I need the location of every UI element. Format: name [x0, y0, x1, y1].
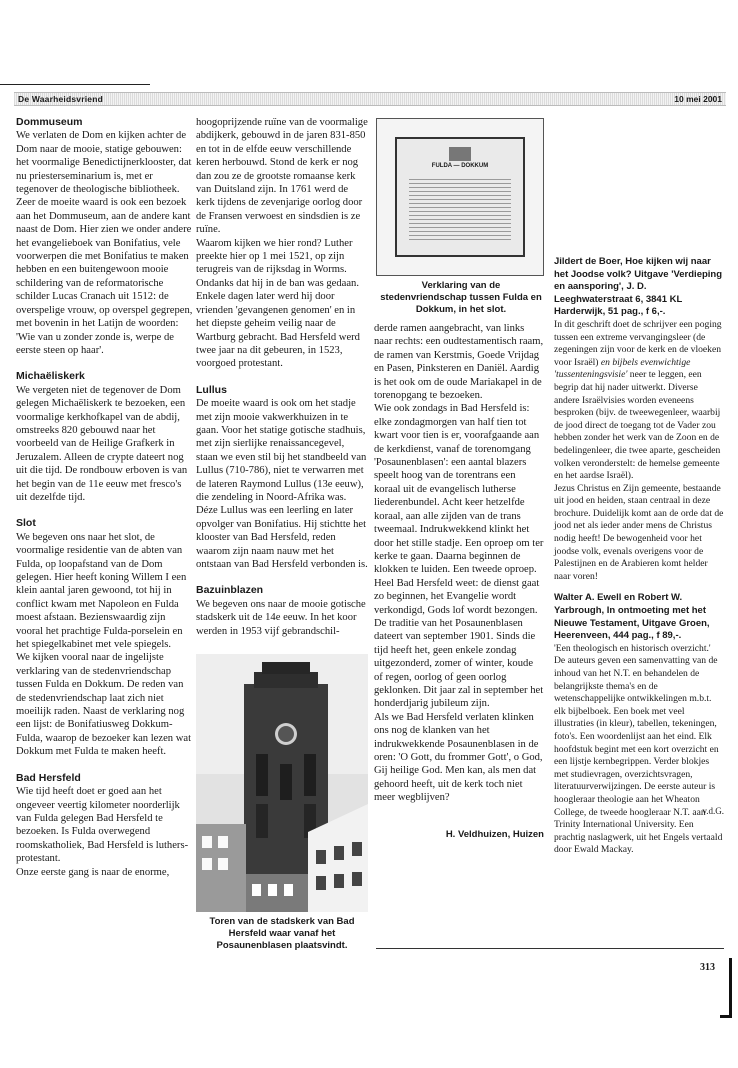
paragraph: We verlaten de Dom en kijken achter de Dom naar de mooie, statige gebouwen: het voormalige Benedictijnerklooster, dat nu priesterseminarium is, met er tegenover de theologische bibliotheek.	[16, 130, 192, 196]
declaration-frame	[395, 137, 525, 257]
masthead: De Waarheidsvriend	[18, 94, 104, 104]
heading-bad-hersfeld: Bad Hersfeld	[16, 771, 81, 784]
paragraph: 'Een theologisch en historisch overzicht.' De auteurs geven een samenvatting van de inhoud van het N.T. en behandelen de belangrijkste thema's en de wetenschappelijke ontwikkelingen m.b.t. elk bijbelboek. Een boek met veel illustraties (in kleur), tabellen, tekeningen, foto's. Een woordenlijst aan het eind. Elk hoofdstuk begint met een kort overzicht en een lijstje kernbegrippen. Verder blokjes met studievragen, overzichtsvragen, literatuurverwijzingen. De eerste auteur is hoogleraar theologie aan het Wheaton College, de tweede hoogleraar N.T. aan Trinity International University. Een prachtig naslagwerk, uit het Engels vertaald door Ewald Mackay.	[554, 642, 723, 856]
paragraph: We begeven ons naar het slot, de voormalige residentie van de abten van Fulda, op loopafstand van de Dom gelegen. Hier heeft koning Willem I een klein aantal jaren gewoond, tot hij in conflict kwam met Napoleon en Fulda moest afstaan. Bezienswaardig zijn vooral het prachtige Fulda-porselein en het spiegelkabinet met vele spiegels.	[16, 531, 187, 651]
paragraph: hoogoprijzende ruïne van de voormalige abdijkerk, gebouwd in de jaren 831-850 en tot in de elfde eeuw verschillende keren herbouwd. Stond de kerk er nog dan zou ze de grootste romaanse kerk van Duitsland zijn. In 1761 werd de kerk tijdens de zevenjarige oorlog door de Fransen verwoest en sindsdien is ze ruïne.	[196, 117, 368, 236]
paragraph: We vergeten niet de tegenover de Dom gelegen Michaëliskerk te bezoeken, een voormalige kerkhofkapel van de abdij, omstreeks 820 gebouwd naar het voorbeeld van de Heilige Grafkerk in Jeruzalem. Alleen de crypte dateert nog uit die tijd. De rondbouw erboven is van het begin van de 11e eeuw met fresco's uit dezelfde tijd.	[16, 384, 188, 503]
paragraph: Waarom kijken we hier rond? Luther preekte hier op 1 mei 1521, op zijn terugreis van de rijksdag in Worms. Ondanks dat hij in de ban was gedaan. Enkele dagen later werd hij door vrienden 'gevangenen genomen' en in het diepste geheim veilig naar de Wartburg gebracht. Bad Hersfeld werd twee jaar na dit gebeuren, in 1523, voorgoed protestant.	[196, 237, 360, 370]
page-header	[14, 92, 726, 106]
heading-bazuinblazen: Bazuinblazen	[196, 584, 264, 597]
paragraph: Zeer de moeite waard is ook een bezoek aan het Dommuseum, aan de andere kant naast de Dom. Hier zien we onder andere het evangelieboek van Bonifatius, vele voorwerpen die met Bonifatius te maken hebben en een buitengewoon mooie schildering van de reformatorische schilder Lucas Cranach uit 1512: de overspelige vrouw, op overspel gegrepen, met bovenin in het Latijn de woorden: 'Wie van u zonder zonde is, werpe de eerste steen op haar'.	[16, 197, 193, 356]
paragraph: Wie ook zondags in Bad Hersfeld is: elke zondagmorgen van half tien tot kwart voor tien is er, voorafgaande aan de kerkdienst, vanaf de torenomgang 'Posaunenblasen': een aantal blazers speelt hoog van de torentrans een koraal uit de evangelisch lutherse liederenbundel. Acht keer hetzelfde koraal, aan alle zijden van de trans tweemaal. Indrukwekkend klinkt het door het stille stadje. Een oproep om ter kerke te gaan. Daarna beginnen de klokken te luiden. Een tweede oproep. Heel Bad Hersfeld weet: de dienst gaat zo beginnen, het Evangelie wordt verkondigd, Gods lof wordt bezongen.	[374, 403, 544, 616]
seal-icon	[449, 147, 471, 161]
column-3	[374, 322, 544, 805]
paragraph: derde ramen aangebracht, van links naar rechts: een oudtestamentisch raam, de ramen van Kerstmis, Goede Vrijdag en Pasen, Pinksteren en Daniël. Aardig is het ook om de oude Mariakapel in de torenopgang te bezoeken.	[374, 323, 544, 402]
declaration-text-lines	[409, 179, 511, 241]
reviewer-initials: v.d.G.	[702, 806, 724, 816]
column-1	[16, 116, 194, 879]
paragraph: Als we Bad Hersfeld verlaten klinken ons nog de klanken van het indrukwekkende Posaunenblasen in de oren: 'O Gott, du frommer Gott', o God, Gij heilige God. Men kan, als men dat gehoord heeft, uit de kerk toch niet meer wegblijven?	[374, 711, 543, 804]
page-number: 313	[700, 962, 715, 973]
column-4-book-reviews	[554, 256, 724, 857]
top-rule	[0, 84, 150, 85]
heading-slot: Slot	[16, 517, 36, 530]
heading-dommuseum: Dommuseum	[16, 116, 83, 128]
paragraph: Jezus Christus en Zijn gemeente, bestaande uit jood en heiden, staan centraal in deze brochure. Duidelijk komt aan de orde dat de jood net als ieder ander mens de Christus nodig heeft! De bewogenheid voor het joodse volk, evenals overigens voor de Palestijnen en de Arabieren komt helder naar voren!	[554, 482, 724, 582]
author-signature: H. Veldhuizen, Huizen	[445, 829, 544, 840]
declaration-title: FULDA — DOKKUM	[431, 163, 489, 169]
paragraph: Onze eerste gang is naar de enorme,	[16, 866, 170, 878]
column-2	[196, 116, 368, 638]
bottom-rule	[376, 948, 724, 949]
book-review-title-1: Jildert de Boer, Hoe kijken wij naar het Joodse volk? Uitgave 'Verdieping en aansporing', J. D. Leeghwaterstraat 6, 3841 KL Harderwijk, 51 pag., f 6,-.	[554, 256, 723, 318]
caption-declaration: Verklaring van de stedenvriendschap tussen Fulda en Dokkum, in het slot.	[380, 280, 542, 315]
heading-lullus: Lullus	[196, 383, 227, 396]
corner-mark	[720, 958, 732, 1018]
paragraph: In dit geschrift doet de schrijver een poging tussen een extreme vervangingsleer (de zegeningen zijn voor de kerk en de vloeken voor Israël) en bijbels evenwichtige 'tussenteningsvisie' neer te leggen, een begrip dat hij nader uitwerkt. Diverse andere Israëlvisies worden eveneens besproken (bijv. de tweewegenleer, waarbij de jood direct de toegang tot de Vader zou hebben zonder het werk van de Zoon en de bedelingenleer, die twee aparte, gescheiden volken veronderstelt: de hemelse gemeente en het aardse Israël).	[554, 318, 722, 482]
caption-church: Toren van de stadskerk van Bad Hersfeld waar vanaf het Posaunenblasen plaatsvindt.	[209, 916, 355, 951]
paragraph: De traditie van het Posaunenblasen dateert van september 1901. Sinds die tijd heeft het, geen enkele zondag uitgezonderd, zomer of winter, koude of regen, oorlog of geen oorlog geklonken. Dit jaar zal in september het honderdjarig jubileum zijn.	[374, 617, 544, 710]
paragraph: We kijken vooral naar de ingelijste verklaring van de stedenvriendschap tussen Fulda en Dokkum. De reden van de stedenvriendschap laat zich niet moeilijk raden. Naast de verklaring nog een lijst: de Bonifatiusweg Dokkum-Fulda, waarop de bezoeker kan lezen wat Dokkum met Fulda te maken heeft.	[16, 652, 192, 758]
church-tower-illustration	[196, 654, 368, 912]
paragraph: Wie tijd heeft doet er goed aan het ongeveer veertig kilometer noorderlijk van Fulda gelegen Bad Hersfeld te bezoeken. Is Fulda overwegend roomskatholiek, Bad Hersfeld is luthers-protestant.	[16, 786, 189, 865]
paragraph: De moeite waard is ook om het stadje met zijn mooie vakwerkhuizen in te gaan. Voor het statige gotische stadhuis, met zijn sierlijke renaissancegevel, staan we even stil bij het standbeeld van Lullus (710-786), niet te verwarren met de lateren Raymond Lullus (13e eeuw), die zendeling in Noord-Afrika was. Déze Lullus was een leerling en later opvolger van Bonifatius. Hij stichtte het klooster van Bad Hersfeld, reden waarom zijn naam nauw met het ontstaan van Bad Hersfeld verbonden is.	[196, 398, 368, 570]
heading-michaeliskerk: Michaëliskerk	[16, 370, 85, 383]
book-review-title-2: Walter A. Ewell en Robert W. Yarbrough, In ontmoeting met het Nieuwe Testament, Uitgave Groen, Heerenveen, 444 pag., f 89,-.	[554, 592, 710, 642]
photo-declaration	[376, 118, 544, 276]
paragraph: We begeven ons naar de mooie gotische stadskerk uit de 14e eeuw. In het koor werden in 1953 vijf gebrandschil-	[196, 598, 366, 637]
issue-date: 10 mei 2001	[674, 94, 722, 104]
photo-church-tower	[196, 654, 368, 912]
